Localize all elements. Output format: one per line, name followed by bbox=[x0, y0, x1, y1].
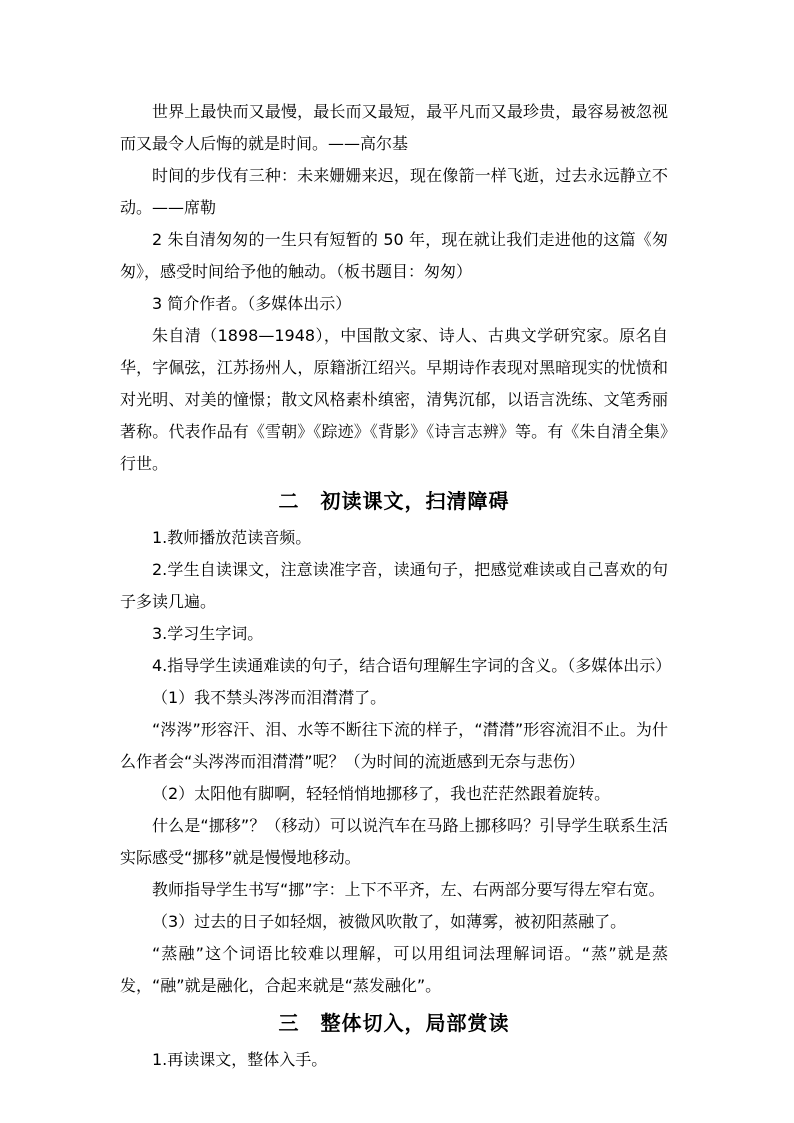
intro-paragraph: 2 朱自清匆匆的一生只有短暂的 50 年，现在就让我们走进他的这篇《匆匆》，感受时间给予他的触动。（板书题目：匆匆） bbox=[120, 230, 668, 281]
section2-step-2: 2.学生自读课文，注意读准字音，读通句子，把感觉难读或自己喜欢的句子多读几遍。 bbox=[120, 560, 668, 611]
quote-schiller: 时间的步伐有三种：未来姗姗来迟，现在像箭一样飞逝，过去永远静立不动。——席勒 bbox=[120, 166, 668, 217]
sentence-1-explanation: “涔涔”形容汗、泪、水等不断往下流的样子，“潸潸”形容流泪不止。为什么作者会“头涔涔而泪潸潸”呢？（为时间的流逝感到无奈与悲伤） bbox=[120, 720, 668, 771]
author-intro-label: 3 简介作者。（多媒体出示） bbox=[152, 294, 352, 313]
section2-step-1: 1.教师播放范读音频。 bbox=[152, 528, 312, 547]
sentence-1: （1）我不禁头涔涔而泪潸潸了。 bbox=[152, 688, 387, 707]
sentence-2-explanation: 什么是“挪移”？（移动）可以说汽车在马路上挪移吗？引导学生联系生活实际感受“挪移”就是慢慢地移动。 bbox=[120, 816, 668, 867]
quote-gorky: 世界上最快而又最慢，最长而又最短，最平凡而又最珍贵，最容易被忽视而又最令人后悔的就是时间。——高尔基 bbox=[120, 102, 668, 153]
sentence-2: （2）太阳他有脚啊，轻轻悄悄地挪移了，我也茫茫然跟着旋转。 bbox=[152, 784, 611, 803]
author-bio: 朱自清（1898—1948），中国散文家、诗人、古典文学研究家。原名自华，字佩弦，江苏扬州人，原籍浙江绍兴。早期诗作表现对黑暗现实的忧愤和对光明、对美的憧憬；散文风格素朴缜密，清隽沉郁，以语言洗练、文笔秀丽著称。代表作品有《雪朝》《踪迹》《背影》《诗言志辨》等。有《朱自清全集》行世。 bbox=[120, 326, 668, 473]
section-heading-2: 二 初读课文，扫清障碍 bbox=[278, 489, 510, 513]
section3-step-1: 1.再读课文，整体入手。 bbox=[152, 1050, 328, 1069]
section2-step-3: 3.学习生字词。 bbox=[152, 624, 264, 643]
sentence-3: （3）过去的日子如轻烟，被微风吹散了，如薄雾，被初阳蒸融了。 bbox=[152, 912, 627, 931]
section-heading-3: 三 整体切入，局部赏读 bbox=[278, 1011, 510, 1035]
section2-step-4: 4.指导学生读通难读的句子，结合语句理解生字词的含义。（多媒体出示） bbox=[152, 656, 672, 675]
sentence-3-explanation: “蒸融”这个词语比较难以理解，可以用组词法理解词语。“蒸”就是蒸发，“融”就是融化，合起来就是“蒸发融化”。 bbox=[120, 944, 668, 995]
writing-guidance: 教师指导学生书写“挪”字：上下不平齐，左、右两部分要写得左窄右宽。 bbox=[152, 880, 665, 899]
document-page bbox=[120, 96, 672, 1076]
